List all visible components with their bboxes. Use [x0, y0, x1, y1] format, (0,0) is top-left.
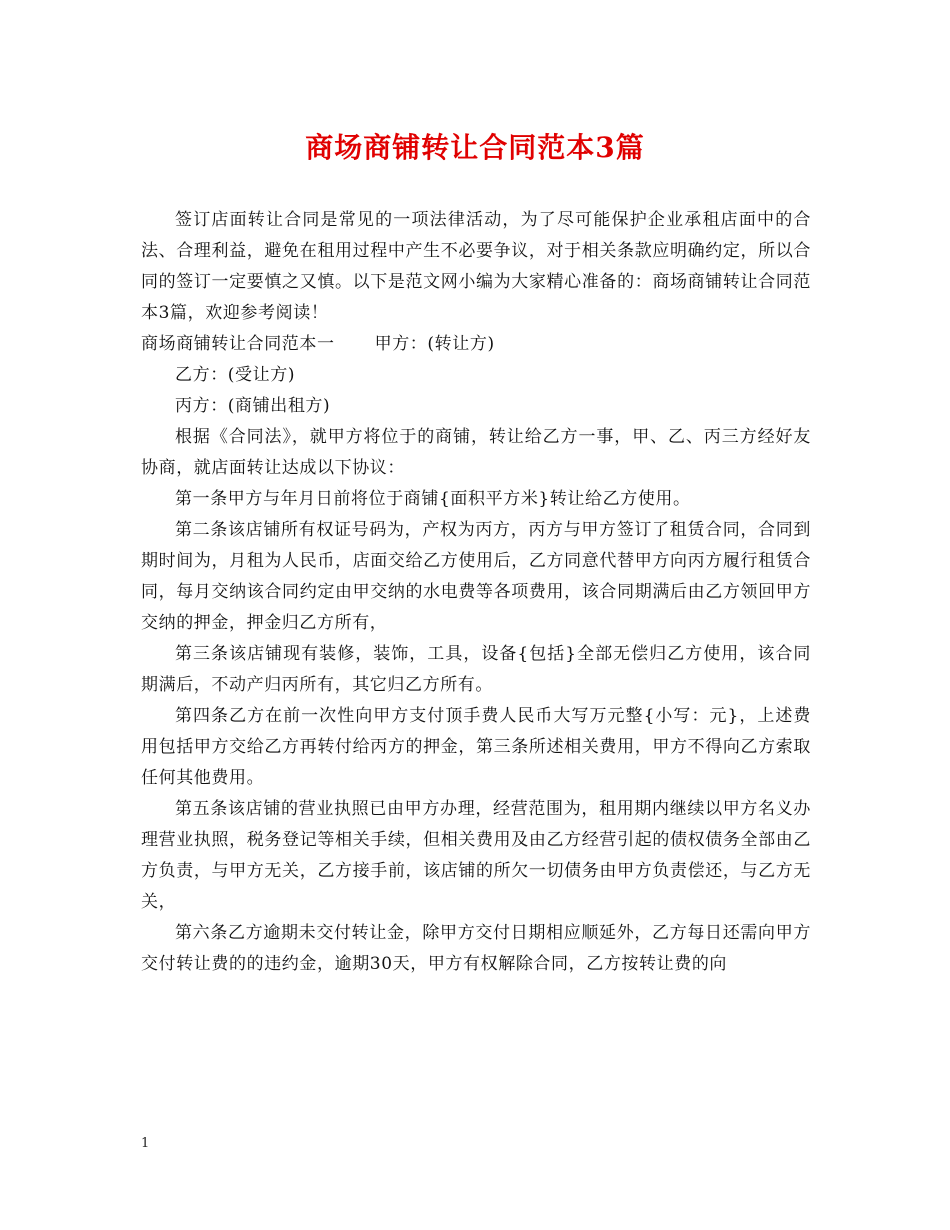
document-body [141, 205, 811, 980]
section-heading-line [141, 329, 811, 360]
clause-2: 第二条该店铺所有权证号码为，产权为丙方，丙方与甲方签订了租赁合同，合同到期时间为，月租为人民币，店面交给乙方使用后，乙方同意代替甲方向丙方履行租赁合同，每月交纳该合同约定由甲交纳的水电费等各项费用，该合同期满后由乙方领回甲方交纳的押金，押金归乙方所有， [141, 520, 811, 633]
clause-6: 第六条乙方逾期未交付转让金，除甲方交付日期相应顺延外，乙方每日还需向甲方交付转让费的的违约金，逾期30天，甲方有权解除合同，乙方按转让费的向 [141, 923, 811, 974]
document-title: 商场商铺转让合同范本3篇 [305, 131, 645, 164]
page-number: 1 [141, 1136, 150, 1151]
clause-5: 第五条该店铺的营业执照已由甲方办理，经营范围为，租用期内继续以甲方名义办理营业执照，税务登记等相关手续，但相关费用及由乙方经营引起的债权债务全部由乙方负责，与甲方无关，乙方接手前，该店铺的所欠一切债务由甲方负责偿还，与乙方无关， [141, 799, 811, 912]
party-c: 丙方：(商铺出租方) [175, 396, 331, 416]
party-b: 乙方：(受让方) [175, 365, 296, 385]
clause-1: 第一条甲方与年月日前将位于商铺{面积平方米}转让给乙方使用。 [175, 489, 691, 509]
section-title: 商场商铺转让合同范本一 [141, 334, 335, 354]
clause-4: 第四条乙方在前一次性向甲方支付顶手费人民币大写万元整{小写：元}，上述费用包括甲方交给乙方再转付给丙方的押金，第三条所述相关费用，甲方不得向乙方索取任何其他费用。 [141, 706, 811, 788]
intro-paragraph: 签订店面转让合同是常见的一项法律活动，为了尽可能保护企业承租店面中的合法、合理利益，避免在租用过程中产生不必要争议，对于相关条款应明确约定，所以合同的签订一定要慎之又慎。以下是范文网小编为大家精心准备的：商场商铺转让合同范本3篇，欢迎参考阅读！ [141, 210, 811, 323]
party-a: 甲方：(转让方) [374, 334, 495, 354]
preamble-paragraph: 根据《合同法》，就甲方将位于的商铺，转让给乙方一事，甲、乙、丙三方经好友协商，就店面转让达成以下协议： [141, 427, 811, 478]
clause-3: 第三条该店铺现有装修，装饰，工具，设备{包括}全部无偿归乙方使用，该合同期满后，不动产归丙所有，其它归乙方所有。 [141, 644, 811, 695]
